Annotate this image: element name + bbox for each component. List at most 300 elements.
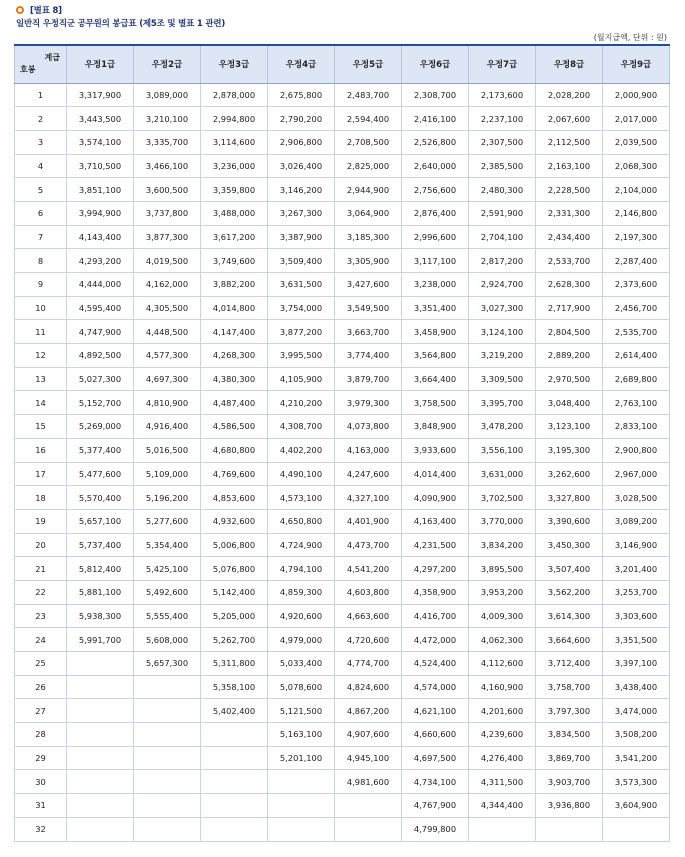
salary-cell: [201, 746, 268, 770]
salary-cell: 2,689,800: [603, 367, 670, 391]
table-body: [15, 83, 670, 841]
salary-cell: 4,697,300: [134, 367, 201, 391]
salary-cell: 2,833,100: [603, 415, 670, 439]
table-row: [15, 367, 670, 391]
step-number-cell: 9: [15, 273, 67, 297]
salary-cell: 3,387,900: [268, 225, 335, 249]
table-row: [15, 723, 670, 747]
salary-cell: 3,710,500: [67, 154, 134, 178]
salary-cell: 2,228,500: [536, 178, 603, 202]
salary-cell: 2,331,300: [536, 201, 603, 225]
salary-cell: 4,473,700: [335, 533, 402, 557]
salary-cell: 4,920,600: [268, 604, 335, 628]
salary-cell: 3,238,000: [402, 273, 469, 297]
salary-cell: 2,416,100: [402, 107, 469, 131]
salary-cell: [134, 794, 201, 818]
salary-cell: 5,555,400: [134, 604, 201, 628]
salary-cell: 3,488,000: [201, 201, 268, 225]
salary-cell: 4,916,400: [134, 415, 201, 439]
step-number-cell: 18: [15, 486, 67, 510]
grade-header-cell: 우정8급: [536, 45, 603, 83]
salary-cell: 2,434,400: [536, 225, 603, 249]
salary-cell: 4,444,000: [67, 273, 134, 297]
salary-cell: [67, 746, 134, 770]
salary-cell: 4,247,600: [335, 462, 402, 486]
salary-cell: 5,205,000: [201, 604, 268, 628]
salary-cell: 3,556,100: [469, 438, 536, 462]
salary-cell: [67, 770, 134, 794]
salary-cell: 5,076,800: [201, 557, 268, 581]
pay-scale-table: [14, 44, 670, 842]
salary-cell: [469, 817, 536, 841]
salary-cell: 2,385,500: [469, 154, 536, 178]
step-number-cell: 3: [15, 130, 67, 154]
salary-cell: 4,163,400: [402, 509, 469, 533]
circle-bullet-icon: [16, 6, 24, 14]
table-row: [15, 273, 670, 297]
step-number-cell: 21: [15, 557, 67, 581]
step-number-cell: 23: [15, 604, 67, 628]
salary-cell: 4,487,400: [201, 391, 268, 415]
salary-cell: 3,879,700: [335, 367, 402, 391]
table-row: [15, 83, 670, 107]
salary-cell: 5,377,400: [67, 438, 134, 462]
step-number-cell: 20: [15, 533, 67, 557]
step-number-cell: 15: [15, 415, 67, 439]
salary-cell: 2,112,500: [536, 130, 603, 154]
salary-cell: 5,201,100: [268, 746, 335, 770]
salary-cell: 4,163,000: [335, 438, 402, 462]
salary-cell: 5,027,300: [67, 367, 134, 391]
salary-cell: 3,458,900: [402, 320, 469, 344]
salary-cell: 4,697,500: [402, 746, 469, 770]
step-number-cell: 29: [15, 746, 67, 770]
salary-cell: 3,309,500: [469, 367, 536, 391]
salary-cell: 2,028,200: [536, 83, 603, 107]
salary-cell: 3,508,200: [603, 723, 670, 747]
salary-cell: 2,825,000: [335, 154, 402, 178]
grade-header-cell: 우정1급: [67, 45, 134, 83]
salary-cell: 3,617,200: [201, 225, 268, 249]
salary-cell: 2,535,700: [603, 320, 670, 344]
salary-cell: 3,351,400: [402, 296, 469, 320]
salary-cell: 2,628,300: [536, 273, 603, 297]
table-row: [15, 486, 670, 510]
table-row: [15, 130, 670, 154]
salary-cell: [134, 746, 201, 770]
salary-cell: 5,033,400: [268, 652, 335, 676]
salary-cell: 4,524,400: [402, 652, 469, 676]
salary-cell: 4,810,900: [134, 391, 201, 415]
salary-cell: 3,114,600: [201, 130, 268, 154]
salary-cell: 3,758,700: [536, 675, 603, 699]
table-row: [15, 178, 670, 202]
salary-cell: [201, 770, 268, 794]
salary-cell: 4,853,600: [201, 486, 268, 510]
grade-header-cell: 우정3급: [201, 45, 268, 83]
salary-cell: 4,327,100: [335, 486, 402, 510]
salary-cell: 4,162,000: [134, 273, 201, 297]
step-number-cell: 2: [15, 107, 67, 131]
salary-cell: 4,073,800: [335, 415, 402, 439]
salary-cell: [134, 817, 201, 841]
salary-cell: 5,991,700: [67, 628, 134, 652]
salary-cell: 3,774,400: [335, 344, 402, 368]
salary-cell: 4,416,700: [402, 604, 469, 628]
salary-cell: 2,763,100: [603, 391, 670, 415]
salary-cell: 3,903,700: [536, 770, 603, 794]
salary-cell: [603, 817, 670, 841]
salary-cell: 3,219,200: [469, 344, 536, 368]
salary-cell: 2,704,100: [469, 225, 536, 249]
table-row: [15, 391, 670, 415]
salary-cell: 2,817,200: [469, 249, 536, 273]
salary-cell: 3,953,200: [469, 580, 536, 604]
salary-cell: 2,526,800: [402, 130, 469, 154]
salary-cell: 3,797,300: [536, 699, 603, 723]
salary-cell: 3,478,200: [469, 415, 536, 439]
salary-cell: 3,573,300: [603, 770, 670, 794]
step-number-cell: 6: [15, 201, 67, 225]
table-row: [15, 249, 670, 273]
salary-cell: 3,933,600: [402, 438, 469, 462]
salary-cell: 4,932,600: [201, 509, 268, 533]
salary-cell: 4,945,100: [335, 746, 402, 770]
salary-cell: 5,354,400: [134, 533, 201, 557]
salary-cell: 5,152,700: [67, 391, 134, 415]
salary-cell: 5,196,200: [134, 486, 201, 510]
salary-cell: 2,756,600: [402, 178, 469, 202]
table-row: [15, 462, 670, 486]
salary-cell: 4,472,000: [402, 628, 469, 652]
salary-cell: 2,307,500: [469, 130, 536, 154]
salary-cell: 2,533,700: [536, 249, 603, 273]
salary-cell: 3,562,200: [536, 580, 603, 604]
salary-cell: 4,105,900: [268, 367, 335, 391]
salary-cell: 5,109,000: [134, 462, 201, 486]
appendix-header: [16, 3, 62, 17]
salary-cell: 3,026,400: [268, 154, 335, 178]
unit-note: (월지급액, 단위 : 원): [593, 33, 667, 42]
salary-cell: 3,549,500: [335, 296, 402, 320]
salary-cell: 3,466,100: [134, 154, 201, 178]
salary-cell: 4,573,100: [268, 486, 335, 510]
salary-cell: 3,201,400: [603, 557, 670, 581]
salary-cell: 5,121,500: [268, 699, 335, 723]
salary-cell: 4,311,500: [469, 770, 536, 794]
salary-cell: 3,979,300: [335, 391, 402, 415]
salary-cell: 3,327,800: [536, 486, 603, 510]
salary-cell: 4,586,500: [201, 415, 268, 439]
salary-cell: 3,749,600: [201, 249, 268, 273]
salary-cell: 3,397,100: [603, 652, 670, 676]
salary-cell: 4,859,300: [268, 580, 335, 604]
salary-cell: 2,173,600: [469, 83, 536, 107]
salary-cell: 4,297,200: [402, 557, 469, 581]
salary-cell: 5,277,600: [134, 509, 201, 533]
salary-cell: 2,000,900: [603, 83, 670, 107]
salary-cell: 3,185,300: [335, 225, 402, 249]
salary-cell: 3,631,500: [268, 273, 335, 297]
salary-cell: 3,027,300: [469, 296, 536, 320]
salary-cell: 2,967,000: [603, 462, 670, 486]
salary-cell: 4,210,200: [268, 391, 335, 415]
salary-cell: 4,663,600: [335, 604, 402, 628]
salary-cell: 4,767,900: [402, 794, 469, 818]
salary-cell: 2,287,400: [603, 249, 670, 273]
salary-cell: 3,146,200: [268, 178, 335, 202]
salary-cell: [134, 723, 201, 747]
salary-cell: 2,970,500: [536, 367, 603, 391]
salary-cell: 3,317,900: [67, 83, 134, 107]
salary-cell: 3,664,400: [402, 367, 469, 391]
salary-cell: 3,663,700: [335, 320, 402, 344]
salary-cell: 4,621,100: [402, 699, 469, 723]
salary-cell: 3,395,700: [469, 391, 536, 415]
salary-cell: 2,996,600: [402, 225, 469, 249]
salary-cell: 5,358,100: [201, 675, 268, 699]
salary-cell: 4,231,500: [402, 533, 469, 557]
salary-cell: 4,867,200: [335, 699, 402, 723]
salary-cell: 2,163,100: [536, 154, 603, 178]
salary-cell: 4,014,400: [402, 462, 469, 486]
salary-cell: 4,358,900: [402, 580, 469, 604]
grade-header-cell: 우정5급: [335, 45, 402, 83]
salary-cell: 3,936,800: [536, 794, 603, 818]
salary-cell: 5,737,400: [67, 533, 134, 557]
salary-cell: 3,124,100: [469, 320, 536, 344]
grade-header-cell: 우정2급: [134, 45, 201, 83]
salary-cell: 3,834,500: [536, 723, 603, 747]
salary-cell: 3,048,400: [536, 391, 603, 415]
salary-cell: [335, 794, 402, 818]
salary-cell: 5,657,100: [67, 509, 134, 533]
salary-cell: 3,443,500: [67, 107, 134, 131]
salary-cell: 4,979,000: [268, 628, 335, 652]
salary-cell: 5,938,300: [67, 604, 134, 628]
table-row: [15, 770, 670, 794]
salary-cell: 3,564,800: [402, 344, 469, 368]
table-row: [15, 107, 670, 131]
salary-cell: 3,390,600: [536, 509, 603, 533]
salary-cell: 2,790,200: [268, 107, 335, 131]
table-row: [15, 675, 670, 699]
step-number-cell: 22: [15, 580, 67, 604]
step-number-cell: 12: [15, 344, 67, 368]
salary-cell: 5,477,600: [67, 462, 134, 486]
table-row: [15, 154, 670, 178]
salary-cell: 3,758,500: [402, 391, 469, 415]
grade-header-cell: 우정4급: [268, 45, 335, 83]
salary-cell: 2,308,700: [402, 83, 469, 107]
step-axis-label: 호봉: [20, 64, 36, 74]
salary-cell: 2,994,800: [201, 107, 268, 131]
salary-cell: 5,570,400: [67, 486, 134, 510]
salary-cell: 4,201,600: [469, 699, 536, 723]
salary-cell: 4,448,500: [134, 320, 201, 344]
salary-cell: 4,239,600: [469, 723, 536, 747]
step-number-cell: 17: [15, 462, 67, 486]
salary-cell: 2,591,900: [469, 201, 536, 225]
salary-cell: 5,492,600: [134, 580, 201, 604]
table-row: [15, 533, 670, 557]
salary-cell: 5,269,000: [67, 415, 134, 439]
salary-cell: 3,028,500: [603, 486, 670, 510]
salary-cell: 3,267,300: [268, 201, 335, 225]
table-row: [15, 415, 670, 439]
salary-cell: 5,425,100: [134, 557, 201, 581]
salary-cell: 5,402,400: [201, 699, 268, 723]
salary-cell: 4,402,200: [268, 438, 335, 462]
salary-cell: 2,889,200: [536, 344, 603, 368]
salary-cell: [536, 817, 603, 841]
salary-cell: 2,104,000: [603, 178, 670, 202]
salary-cell: 4,490,100: [268, 462, 335, 486]
salary-cell: 4,660,600: [402, 723, 469, 747]
step-number-cell: 32: [15, 817, 67, 841]
salary-cell: 5,657,300: [134, 652, 201, 676]
salary-cell: 3,438,400: [603, 675, 670, 699]
salary-cell: 3,895,500: [469, 557, 536, 581]
salary-cell: [67, 817, 134, 841]
salary-cell: 3,089,200: [603, 509, 670, 533]
salary-cell: 3,195,300: [536, 438, 603, 462]
salary-cell: 4,009,300: [469, 604, 536, 628]
salary-cell: 2,068,300: [603, 154, 670, 178]
table-row: [15, 604, 670, 628]
salary-cell: 2,146,800: [603, 201, 670, 225]
salary-cell: 3,117,100: [402, 249, 469, 273]
step-number-cell: 19: [15, 509, 67, 533]
salary-cell: 4,014,800: [201, 296, 268, 320]
step-number-cell: 27: [15, 699, 67, 723]
salary-cell: [67, 699, 134, 723]
salary-cell: 2,594,400: [335, 107, 402, 131]
salary-cell: 3,754,000: [268, 296, 335, 320]
table-row: [15, 225, 670, 249]
table-row: [15, 580, 670, 604]
salary-cell: 4,734,100: [402, 770, 469, 794]
salary-cell: 2,483,700: [335, 83, 402, 107]
salary-cell: 2,039,500: [603, 130, 670, 154]
salary-cell: 3,303,600: [603, 604, 670, 628]
step-number-cell: 14: [15, 391, 67, 415]
salary-cell: 5,006,800: [201, 533, 268, 557]
salary-cell: 5,078,600: [268, 675, 335, 699]
salary-cell: 4,112,600: [469, 652, 536, 676]
salary-cell: [268, 794, 335, 818]
salary-cell: 4,160,900: [469, 675, 536, 699]
salary-cell: 3,994,900: [67, 201, 134, 225]
table-row: [15, 438, 670, 462]
appendix-label: [별표 8]: [30, 6, 62, 16]
table-row: [15, 652, 670, 676]
salary-cell: 2,480,300: [469, 178, 536, 202]
salary-cell: 4,308,700: [268, 415, 335, 439]
salary-cell: 3,737,800: [134, 201, 201, 225]
salary-cell: 3,631,000: [469, 462, 536, 486]
grade-header-cell: 우정6급: [402, 45, 469, 83]
salary-cell: 4,305,500: [134, 296, 201, 320]
salary-cell: 2,640,000: [402, 154, 469, 178]
salary-cell: 4,293,200: [67, 249, 134, 273]
salary-cell: 3,574,100: [67, 130, 134, 154]
salary-cell: 3,614,300: [536, 604, 603, 628]
salary-cell: 4,577,300: [134, 344, 201, 368]
salary-cell: [268, 770, 335, 794]
step-number-cell: 25: [15, 652, 67, 676]
salary-cell: 3,236,000: [201, 154, 268, 178]
salary-cell: 3,882,200: [201, 273, 268, 297]
salary-cell: [201, 817, 268, 841]
salary-cell: 3,877,300: [134, 225, 201, 249]
salary-cell: 4,147,400: [201, 320, 268, 344]
salary-cell: 2,876,400: [402, 201, 469, 225]
step-number-cell: 1: [15, 83, 67, 107]
salary-cell: 3,359,800: [201, 178, 268, 202]
salary-cell: 4,981,600: [335, 770, 402, 794]
salary-cell: 5,016,500: [134, 438, 201, 462]
salary-cell: 4,774,700: [335, 652, 402, 676]
salary-cell: 3,089,000: [134, 83, 201, 107]
salary-cell: [268, 817, 335, 841]
step-number-cell: 30: [15, 770, 67, 794]
salary-cell: [134, 699, 201, 723]
salary-cell: 3,474,000: [603, 699, 670, 723]
table-row: [15, 201, 670, 225]
salary-cell: [67, 652, 134, 676]
step-number-cell: 31: [15, 794, 67, 818]
salary-cell: 4,794,100: [268, 557, 335, 581]
salary-cell: 4,595,400: [67, 296, 134, 320]
salary-cell: 3,995,500: [268, 344, 335, 368]
salary-cell: 4,380,300: [201, 367, 268, 391]
salary-cell: [134, 675, 201, 699]
salary-cell: [201, 723, 268, 747]
salary-cell: 2,237,100: [469, 107, 536, 131]
table-row: [15, 344, 670, 368]
salary-cell: 4,143,400: [67, 225, 134, 249]
salary-cell: 2,944,900: [335, 178, 402, 202]
salary-cell: 3,064,900: [335, 201, 402, 225]
table-row: [15, 817, 670, 841]
salary-cell: 4,019,500: [134, 249, 201, 273]
salary-cell: 4,344,400: [469, 794, 536, 818]
salary-cell: 4,907,600: [335, 723, 402, 747]
salary-cell: 3,848,900: [402, 415, 469, 439]
salary-cell: 2,717,900: [536, 296, 603, 320]
salary-cell: 4,892,500: [67, 344, 134, 368]
salary-cell: 3,541,200: [603, 746, 670, 770]
salary-cell: 2,906,800: [268, 130, 335, 154]
salary-cell: 5,812,400: [67, 557, 134, 581]
salary-cell: 4,062,300: [469, 628, 536, 652]
salary-cell: 3,262,600: [536, 462, 603, 486]
salary-cell: [67, 794, 134, 818]
salary-cell: 2,900,800: [603, 438, 670, 462]
salary-cell: 3,712,400: [536, 652, 603, 676]
salary-cell: 3,335,700: [134, 130, 201, 154]
salary-cell: 3,351,500: [603, 628, 670, 652]
salary-cell: 4,769,600: [201, 462, 268, 486]
salary-cell: 5,311,800: [201, 652, 268, 676]
salary-cell: 3,146,900: [603, 533, 670, 557]
salary-cell: 3,450,300: [536, 533, 603, 557]
salary-cell: 2,675,800: [268, 83, 335, 107]
salary-cell: 2,614,400: [603, 344, 670, 368]
salary-cell: 3,702,500: [469, 486, 536, 510]
salary-cell: [201, 794, 268, 818]
